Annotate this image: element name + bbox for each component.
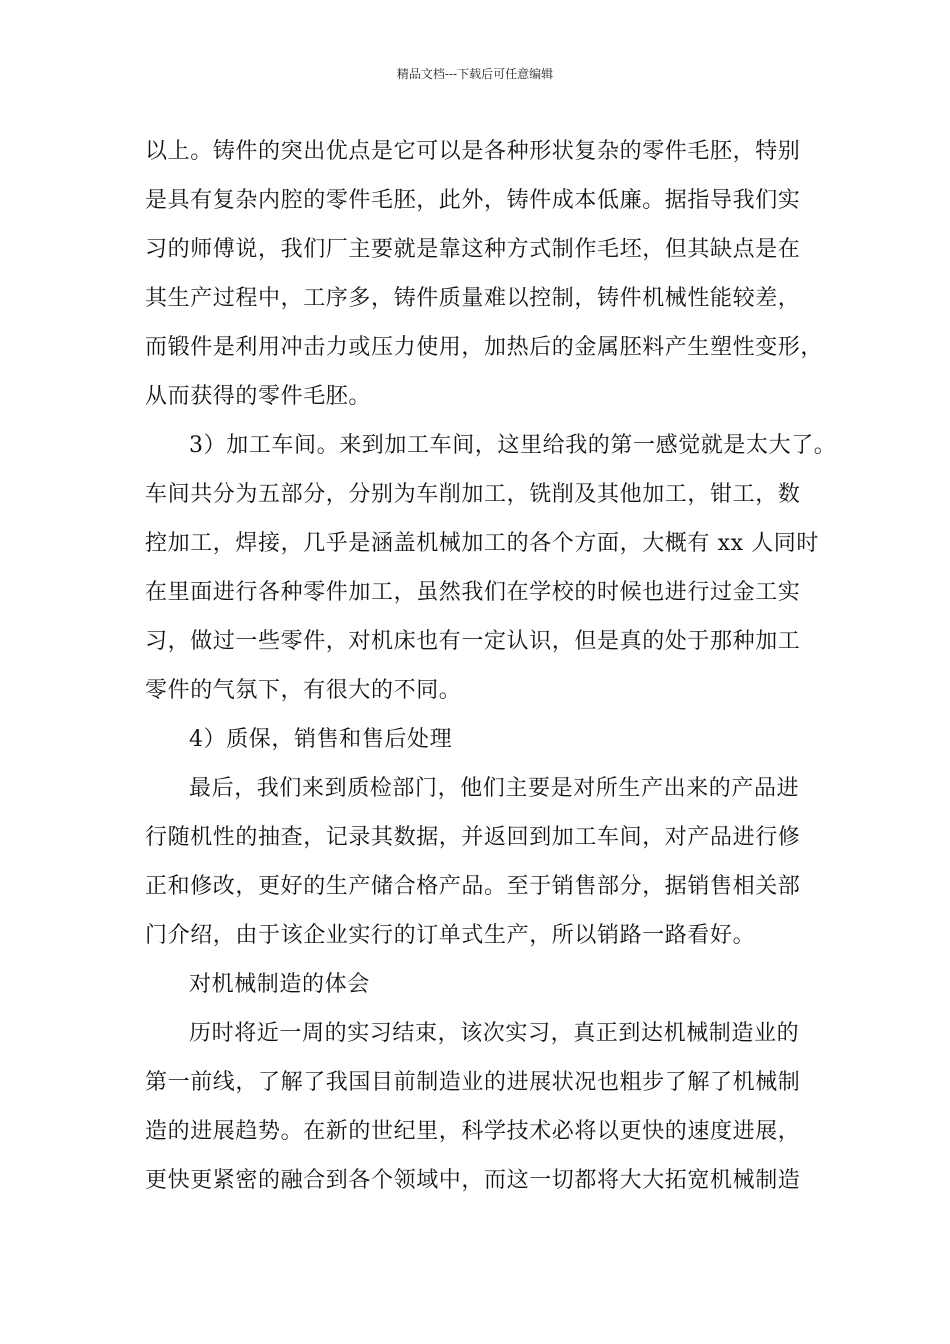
text-line: 更快更紧密的融合到各个领域中，而这一切都将大大拓宽机械制造 xyxy=(145,1168,801,1193)
text-line: 历时将近一周的实习结束，该次实习，真正到达机械制造业的 xyxy=(189,1021,800,1046)
text-line: 以上。铸件的突出优点是它可以是各种形状复杂的零件毛胚，特别 xyxy=(145,139,801,164)
text-line: 正和修改，更好的生产储合格产品。至于销售部分，据销售相关部 xyxy=(145,874,801,899)
text-line: 最后，我们来到质检部门，他们主要是对所生产出来的产品进 xyxy=(189,776,800,801)
document-body xyxy=(145,127,837,1205)
page-header: 精品文档---下载后可任意编辑 xyxy=(396,67,554,81)
section-heading: 3）加工车间。来到加工车间，这里给我的第一感觉就是太大了。 xyxy=(189,433,837,458)
text-line: 车间共分为五部分，分别为车削加工，铣削及其他加工，钳工，数 xyxy=(145,482,801,507)
text-line: 行随机性的抽查，记录其数据，并返回到加工车间，对产品进行修 xyxy=(145,825,801,850)
text-line: 控加工，焊接，几乎是涵盖机械加工的各个方面，大概有 xx 人同时 xyxy=(145,531,820,556)
text-line: 第一前线，了解了我国目前制造业的进展状况也粗步了解了机械制 xyxy=(145,1070,801,1095)
text-line: 习，做过一些零件，对机床也有一定认识，但是真的处于那种加工 xyxy=(145,629,801,654)
text-line: 在里面进行各种零件加工，虽然我们在学校的时候也进行过金工实 xyxy=(145,580,801,605)
text-line: 习的师傅说，我们厂主要就是靠这种方式制作毛坯，但其缺点是在 xyxy=(145,237,801,262)
section-heading: 4）质保，销售和售后处理 xyxy=(189,727,453,752)
section-heading: 对机械制造的体会 xyxy=(189,972,370,997)
text-line: 零件的气氛下，有很大的不同。 xyxy=(145,678,462,703)
text-line: 门介绍，由于该企业实行的订单式生产，所以销路一路看好。 xyxy=(145,923,756,948)
text-line: 其生产过程中，工序多，铸件质量难以控制，铸件机械性能较差， xyxy=(145,286,801,311)
text-line: 从而获得的零件毛胚。 xyxy=(145,384,372,409)
text-line: 而锻件是利用冲击力或压力使用，加热后的金属胚料产生塑性变形， xyxy=(145,335,824,360)
text-line: 是具有复杂内腔的零件毛胚，此外，铸件成本低廉。据指导我们实 xyxy=(145,188,801,213)
text-line: 造的进展趋势。在新的世纪里，科学技术必将以更快的速度进展， xyxy=(145,1119,801,1144)
